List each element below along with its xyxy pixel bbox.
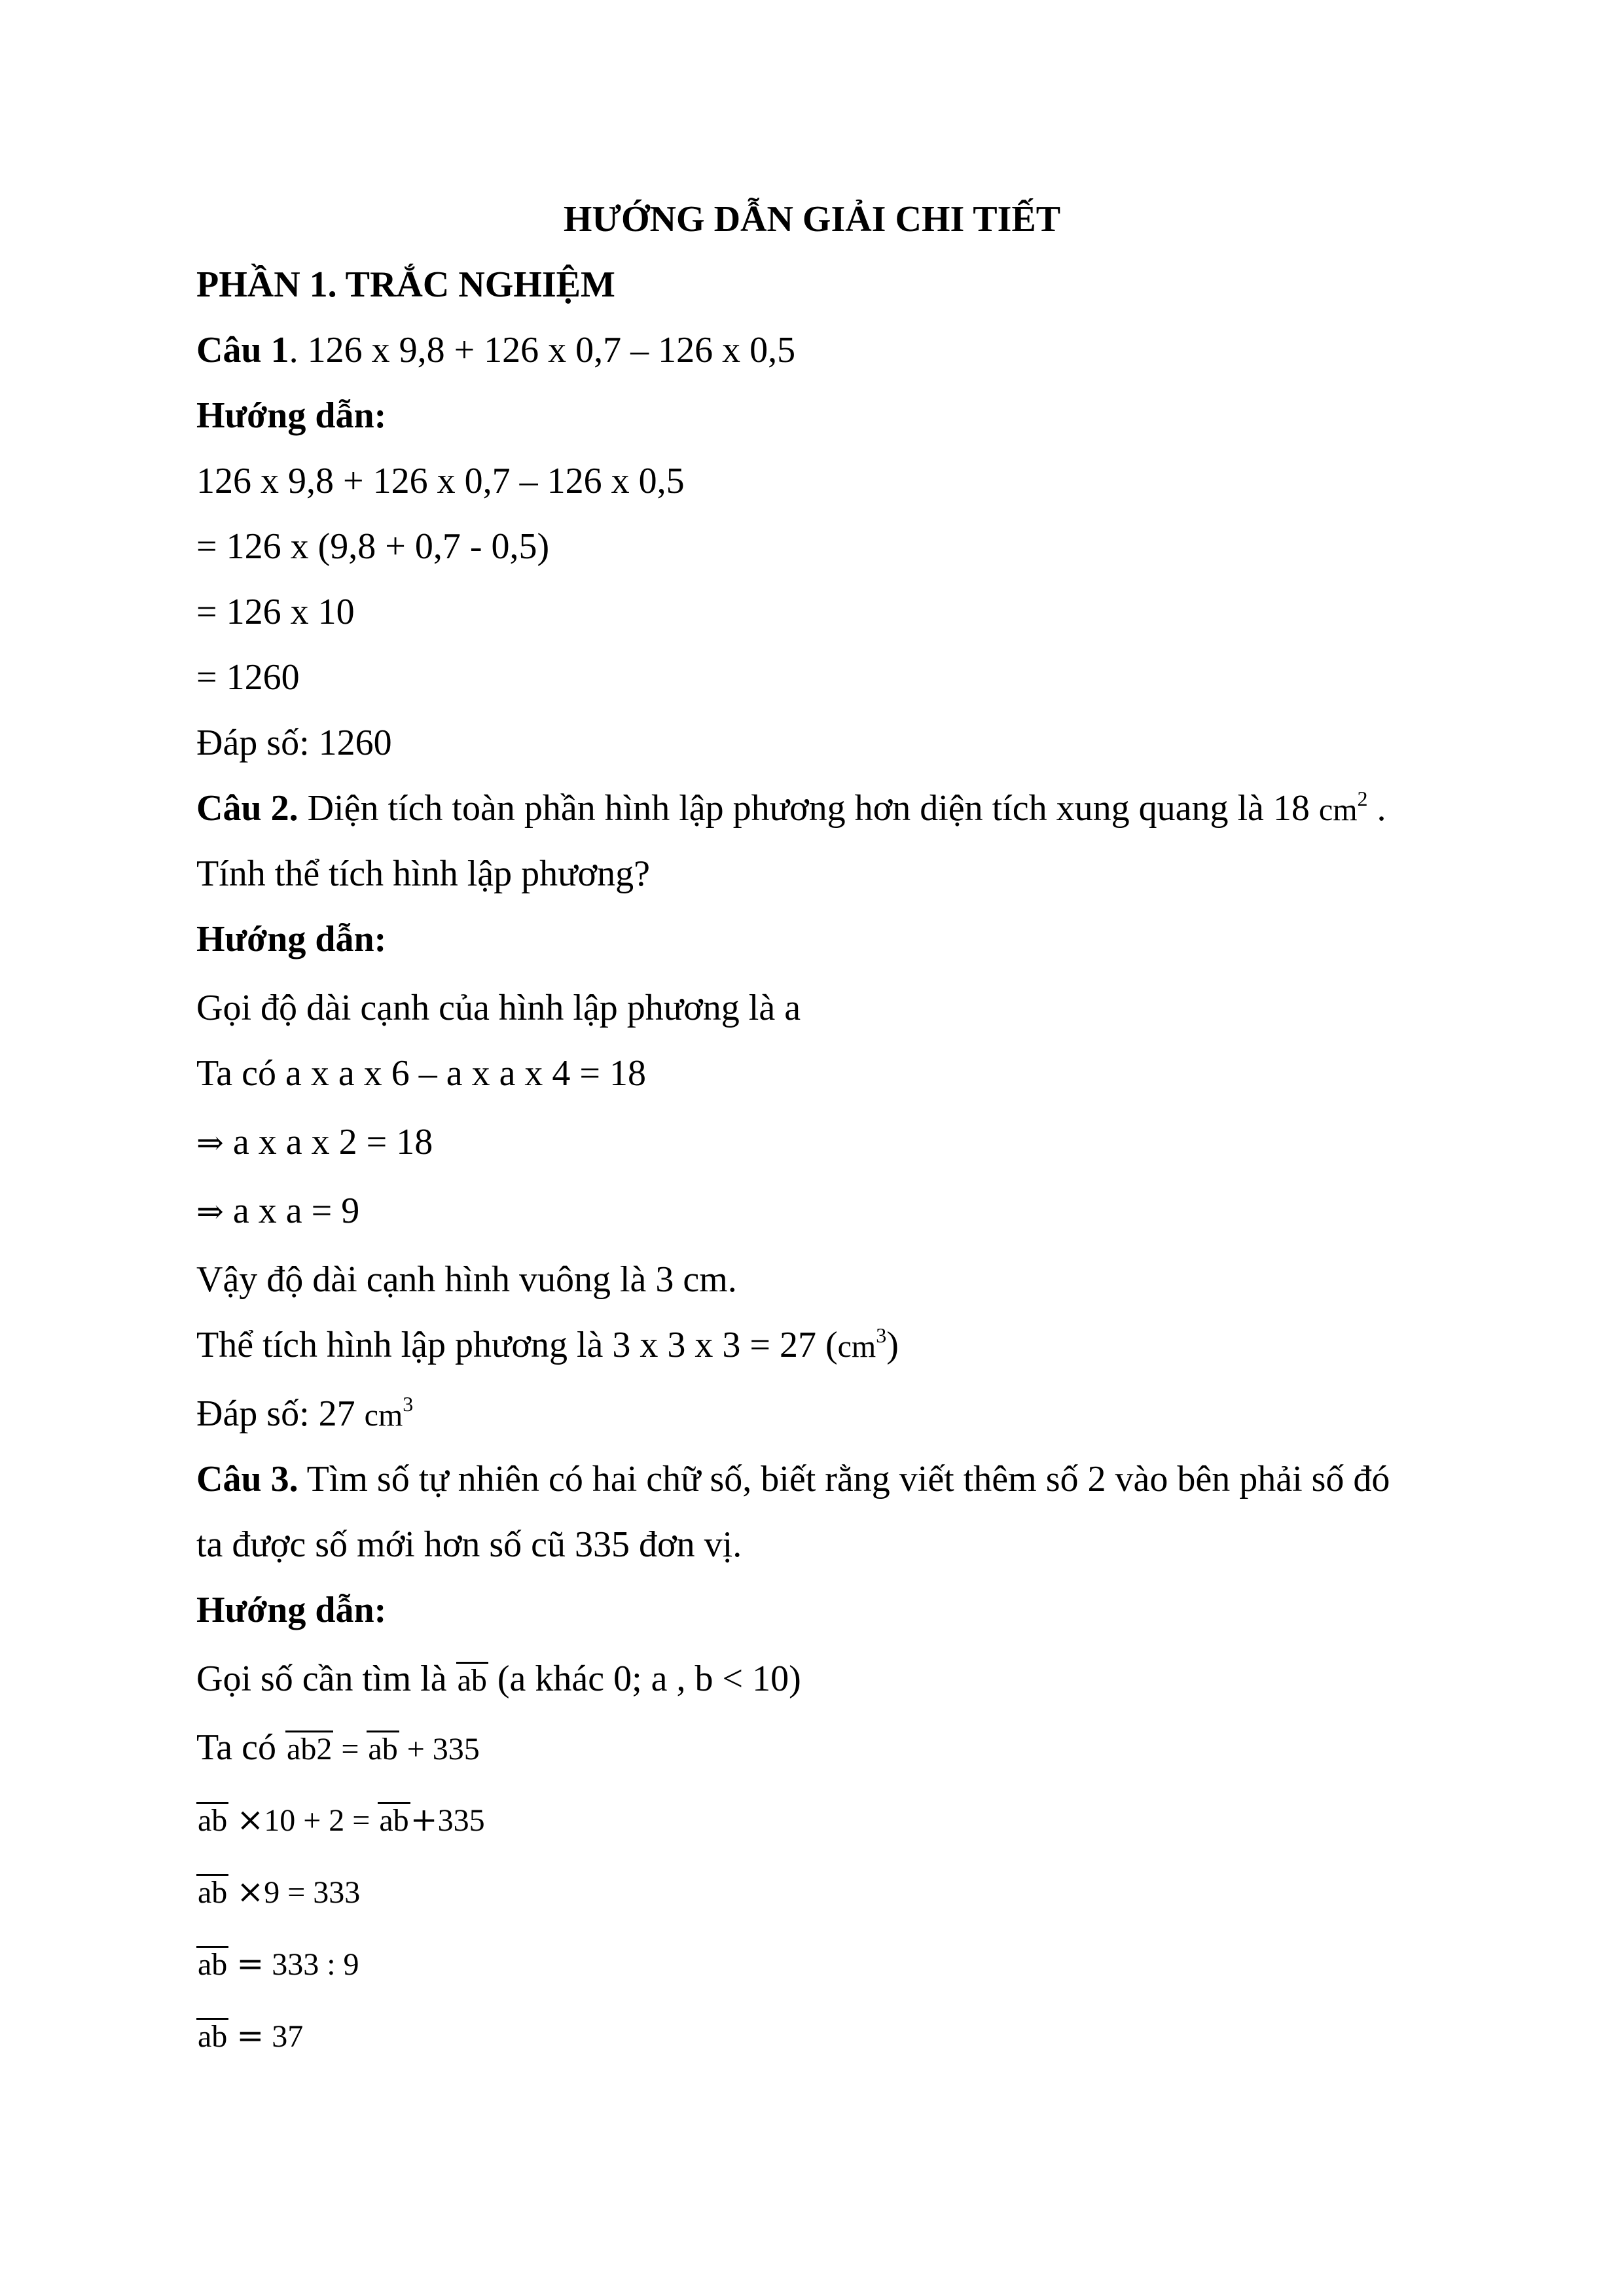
overline-ab: ab	[379, 1803, 409, 1838]
q2-step: Thể tích hình lập phương là 3 x 3 x 3 = 27 $(cm^3)$	[196, 1323, 899, 1365]
q3-result: ab = 37	[198, 2017, 304, 2054]
implies-symbol: ⇒	[196, 1124, 224, 1162]
unit-cm: cm	[1318, 793, 1358, 827]
part-heading: PHẦN 1. TRẮC NGHIỆM	[196, 264, 615, 305]
q2-step: ⇒ a x a x 2 = 18	[196, 1122, 433, 1162]
question-1-text: . 126 x 9,8 + 126 x 0,7 – 126 x 0,5	[289, 330, 796, 370]
q2-step: ⇒ a x a = 9	[196, 1191, 360, 1231]
equals-symbol: =	[236, 1945, 264, 1982]
question-1	[196, 327, 795, 373]
times-symbol: ×	[236, 1873, 264, 1910]
question-1-guide-heading: Hướng dẫn:	[196, 395, 387, 436]
equals-symbol: =	[236, 2017, 264, 2054]
q3-step: ab = 333 : 9	[198, 1945, 359, 1982]
question-2-text-continued: Tính thể tích hình lập phương?	[196, 853, 650, 894]
question-3	[196, 1456, 1390, 1502]
unit-cm: cm	[837, 1329, 876, 1364]
overline-ab: ab	[457, 1663, 487, 1698]
question-3-text: Tìm số tự nhiên có hai chữ số, biết rằng viết thêm số 2 vào bên phải số đó	[298, 1459, 1390, 1499]
question-2-text: Diện tích toàn phần hình lập phương hơn diện tích xung quang là 18	[298, 788, 1319, 829]
overline-ab2: ab2	[287, 1732, 333, 1767]
q2-step: Vậy độ dài cạnh hình vuông là 3 cm.	[196, 1259, 737, 1300]
q1-step: = 126 x 10	[196, 592, 355, 632]
overline-ab: ab	[368, 1732, 398, 1767]
exponent: 2	[1357, 787, 1368, 810]
q3-step: ab ×10 + 2 = ab+335	[198, 1801, 485, 1839]
overline-ab: ab	[198, 1803, 228, 1838]
q1-step: = 126 x (9,8 + 0,7 - 0,5)	[196, 526, 550, 567]
q2-step: Ta có a x a x 6 – a x a x 4 = 18	[196, 1053, 647, 1094]
question-1-label: Câu 1	[196, 330, 289, 370]
times-symbol: ×	[236, 1801, 264, 1839]
q3-step: Ta có ab2 = ab + 335	[196, 1727, 480, 1768]
question-2	[196, 785, 1386, 833]
exponent: 3	[403, 1392, 414, 1416]
question-3-guide-heading: Hướng dẫn:	[196, 1590, 387, 1630]
q1-answer: Đáp số: 1260	[196, 723, 392, 763]
overline-ab: ab	[198, 1875, 228, 1910]
overline-ab: ab	[198, 1947, 228, 1982]
q3-step: Gọi số cần tìm là ab (a khác 0; a , b < 10)	[196, 1659, 801, 1699]
plus-symbol: +	[410, 1801, 438, 1839]
punctuation: .	[1367, 788, 1386, 829]
page-title: HƯỚNG DẪN GIẢI CHI TIẾT	[563, 199, 1061, 240]
overline-ab: ab	[198, 2019, 228, 2054]
question-2-label: Câu 2.	[196, 788, 298, 829]
unit-cm: cm	[364, 1398, 403, 1433]
q3-step: ab ×9 = 333	[198, 1873, 361, 1910]
q2-answer: Đáp số: 27 $cm^3$	[196, 1392, 414, 1434]
q1-step: = 1260	[196, 657, 300, 698]
question-3-label: Câu 3.	[196, 1459, 298, 1499]
q1-step: 126 x 9,8 + 126 x 0,7 – 126 x 0,5	[196, 461, 685, 501]
exponent: 3	[876, 1323, 887, 1347]
q2-step: Gọi độ dài cạnh của hình lập phương là a	[196, 988, 801, 1028]
question-2-guide-heading: Hướng dẫn:	[196, 919, 387, 960]
implies-symbol: ⇒	[196, 1193, 224, 1230]
question-3-text-continued: ta được số mới hơn số cũ 335 đơn vị.	[196, 1524, 742, 1565]
